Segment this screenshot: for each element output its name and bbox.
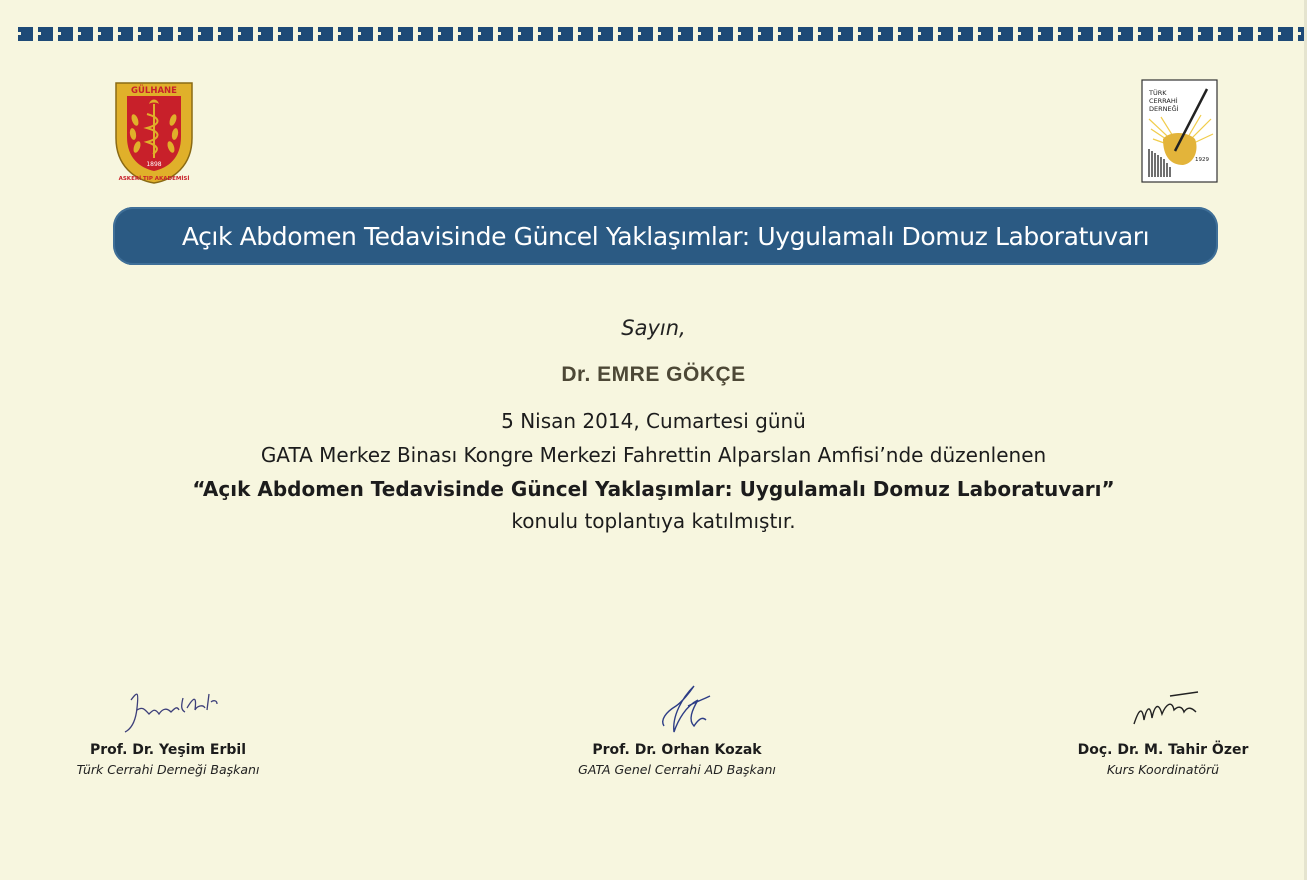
signature-block-kozak xyxy=(527,676,827,777)
signer-role: Türk Cerrahi Derneği Başkanı xyxy=(76,762,260,777)
event-topic: “Açık Abdomen Tedavisinde Güncel Yaklaşımlar: Uygulamalı Domuz Laboratuvarı” xyxy=(192,477,1115,501)
logo-text-gulhane: GÜLHANE xyxy=(131,86,177,96)
gulhane-logo xyxy=(113,80,195,184)
event-venue: GATA Merkez Binası Kongre Merkezi Fahrettin Alparslan Amfisi’nde düzenlenen xyxy=(260,443,1047,467)
salutation: Sayın, xyxy=(621,316,686,340)
signer-role: Kurs Koordinatörü xyxy=(1106,762,1220,777)
signature-block-ozer xyxy=(1013,676,1307,777)
signer-name: Doç. Dr. M. Tahir Özer xyxy=(1077,742,1249,758)
signer-name: Prof. Dr. Yeşim Erbil xyxy=(89,742,247,758)
signature-ozer xyxy=(1088,676,1238,742)
signer-name: Prof. Dr. Orhan Kozak xyxy=(592,742,762,758)
signature-erbil xyxy=(93,680,243,742)
turk-cerrahi-dernegi-logo xyxy=(1141,79,1218,183)
logo-year-text: 1929 xyxy=(1195,157,1209,163)
signature-kozak xyxy=(602,676,752,742)
logo-year-text: 1898 xyxy=(146,161,162,168)
logo-text-cerrahi: CERRAHİ xyxy=(1149,97,1178,105)
title-banner xyxy=(113,207,1218,265)
event-date: 5 Nisan 2014, Cumartesi günü xyxy=(501,409,806,433)
logo-text-turk: TÜRK xyxy=(1149,89,1167,97)
attendance-statement: konulu toplantıya katılmıştır. xyxy=(511,509,796,533)
decorative-border-strip xyxy=(18,27,1307,41)
signer-role: GATA Genel Cerrahi AD Başkanı xyxy=(578,762,776,777)
recipient-name: Dr. EMRE GÖKÇE xyxy=(561,363,746,386)
certificate-title: Açık Abdomen Tedavisinde Güncel Yaklaşımlar: Uygulamalı Domuz Laboratuvarı xyxy=(181,221,1150,251)
logo-text-akademi: ASKERİ TIP AKADEMİSİ xyxy=(118,176,190,182)
signature-block-erbil xyxy=(18,680,318,777)
logo-text-dernegi: DERNEĞİ xyxy=(1149,105,1179,113)
